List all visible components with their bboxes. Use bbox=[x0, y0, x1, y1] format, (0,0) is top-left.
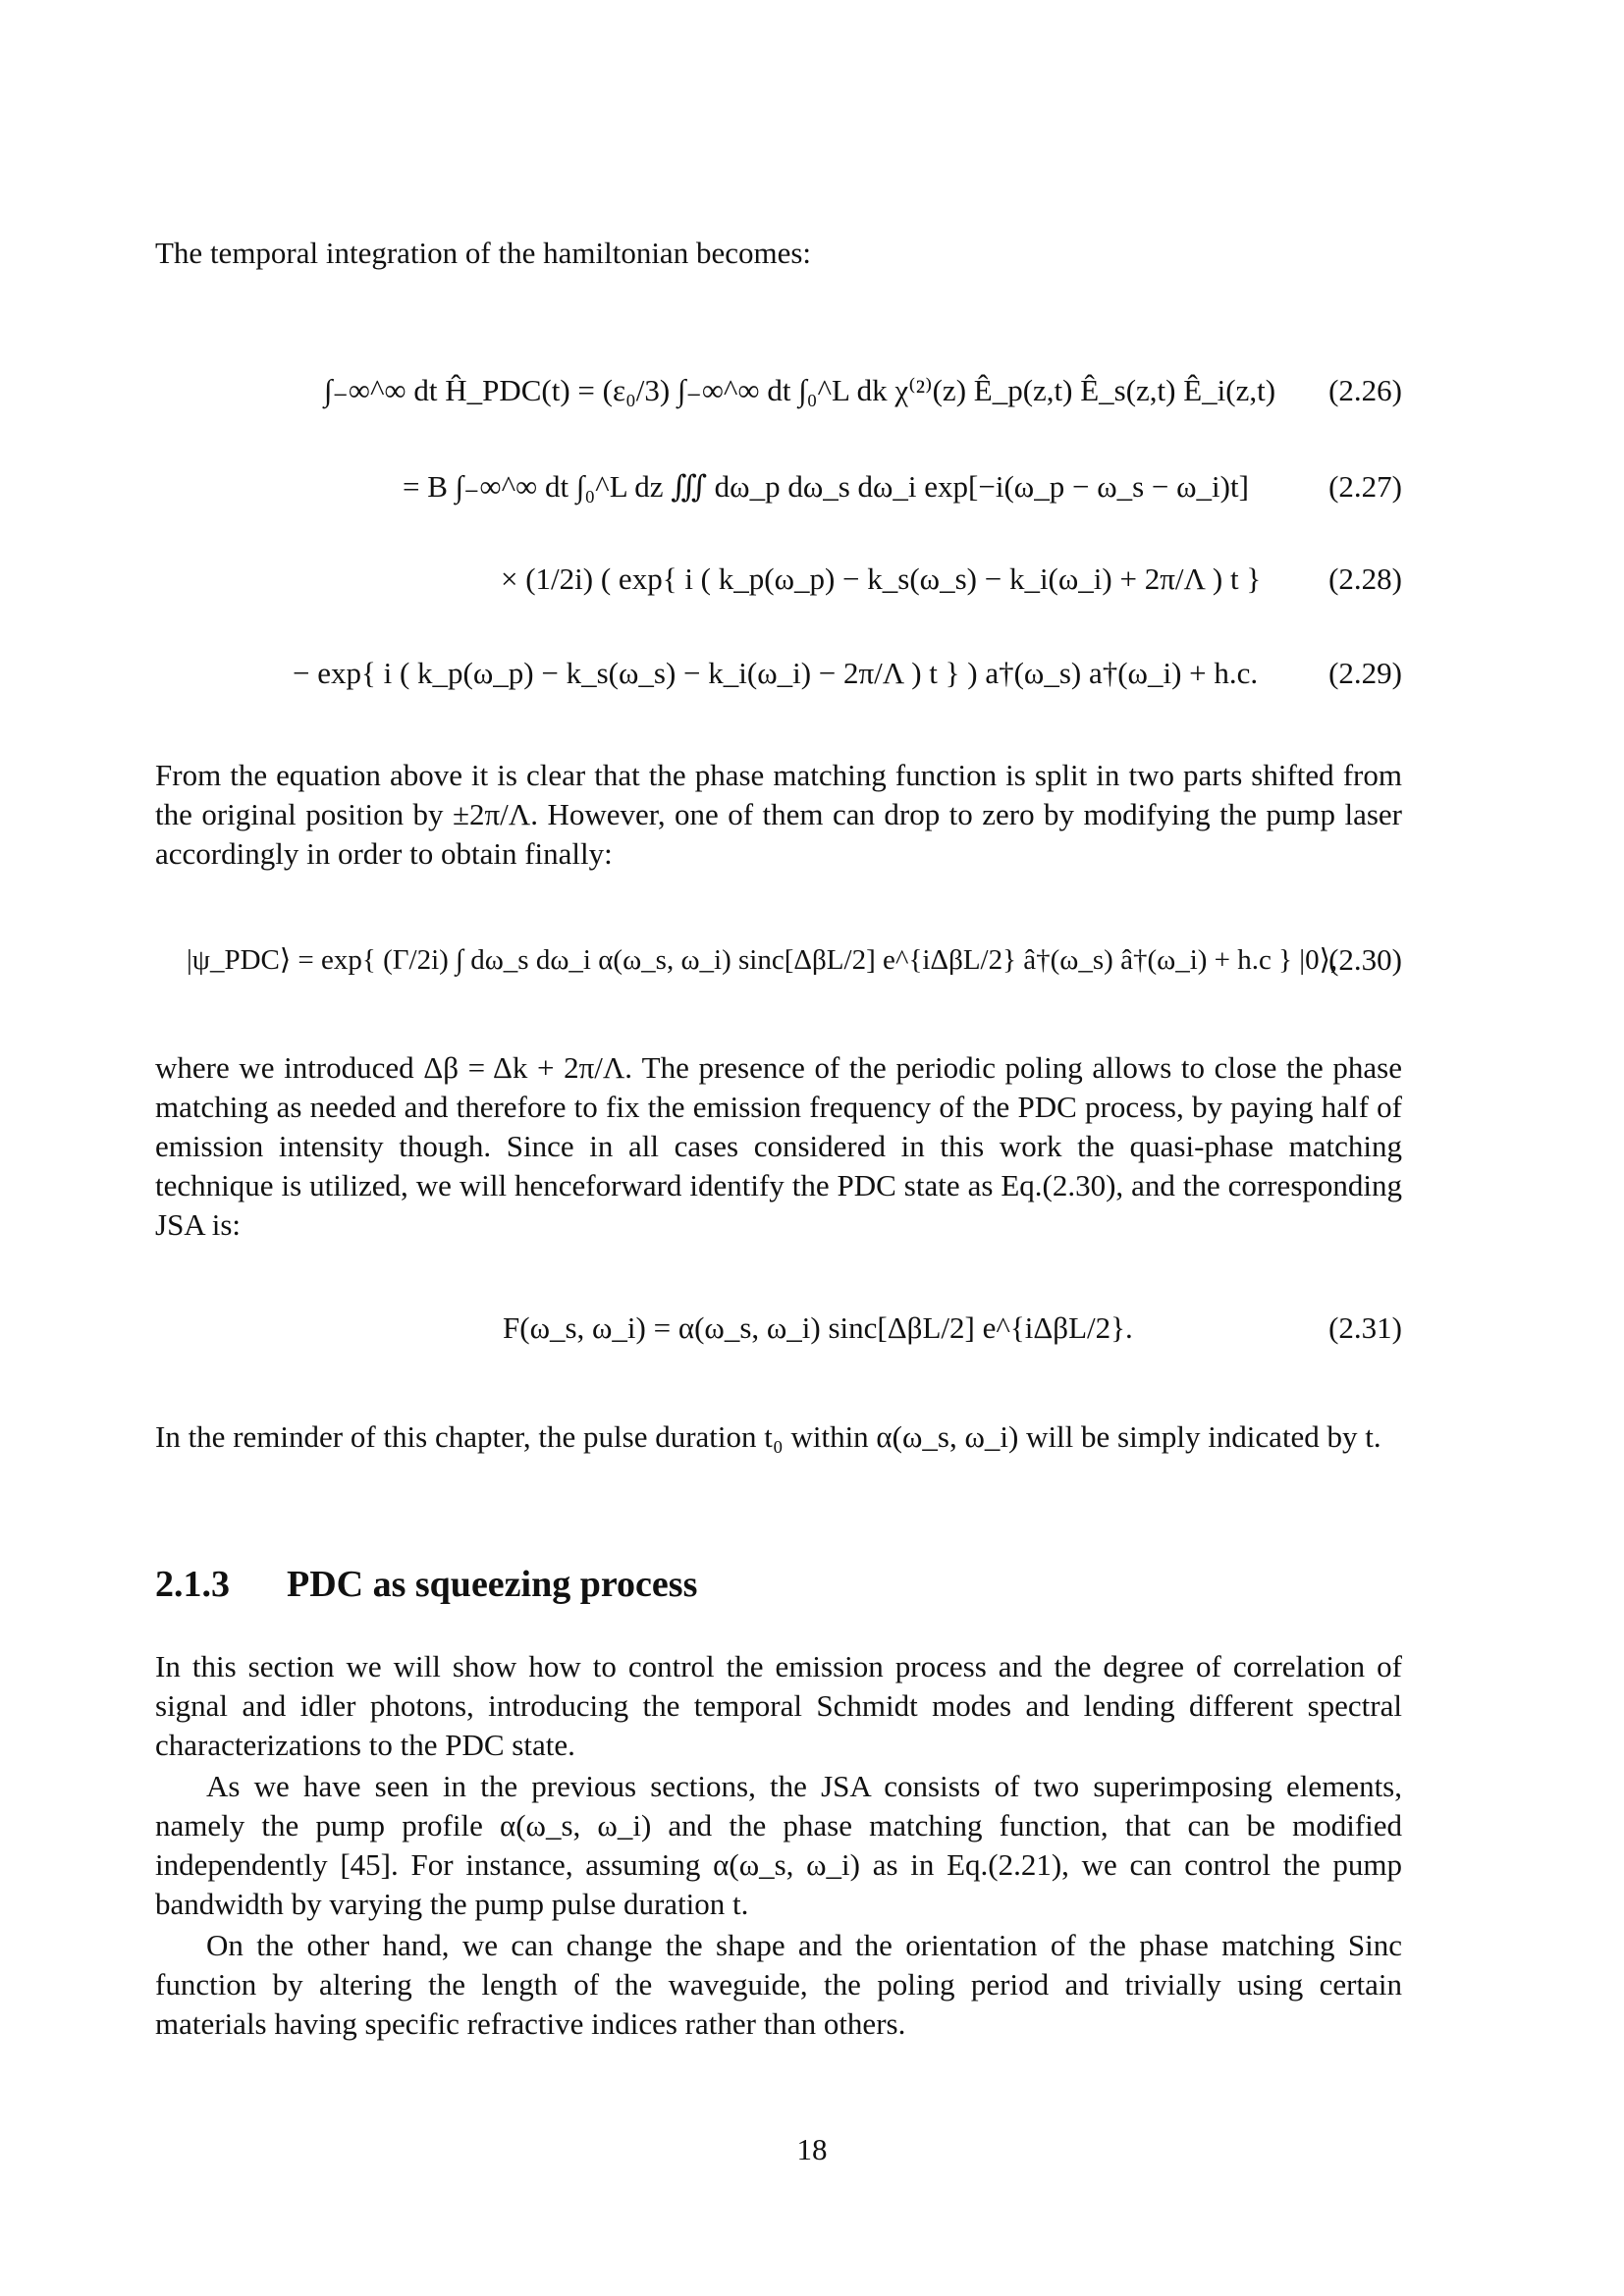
equation-number-2-30: (2.30) bbox=[1328, 942, 1402, 977]
section-number: 2.1.3 bbox=[155, 1564, 230, 1605]
equation-2-28: × (1/2i) ( exp{ i ( k_p(ω_p) − k_s(ω_s) − k_i(ω_i) + 2π/Λ ) t } bbox=[501, 561, 1262, 596]
paragraph-2: where we introduced Δβ = Δk + 2π/Λ. The presence of the periodic poling allows to close the phase matching as needed and therefore to fix the emission frequency of the PDC process, by paying half of emission intensity though. Since in all cases considered in this work the quasi-phase matching technique is utilized, we will henceforward identify the PDC state as Eq.(2.30), and the corresponding JSA is: bbox=[155, 1050, 1402, 1242]
equation-number-2-31: (2.31) bbox=[1328, 1310, 1402, 1345]
paragraph-3: In the reminder of this chapter, the pulse duration t₀ within α(ω_s, ω_i) will be simply indicated by t. bbox=[155, 1419, 1381, 1454]
equation-number-2-28: (2.28) bbox=[1328, 561, 1402, 596]
equation-2-30: |ψ_PDC⟩ = exp{ (Γ/2i) ∫ dω_s dω_i α(ω_s, ω_i) sinc[ΔβL/2] e^{iΔβL/2} â†(ω_s) â†(ω_i) + h.c } |0⟩, bbox=[187, 944, 1338, 976]
page-number: 18 bbox=[796, 2132, 828, 2166]
paragraph-4: In this section we will show how to control the emission process and the degree of correlation of signal and idler photons, introducing the temporal Schmidt modes and lending different spectral characterizations to the PDC state. bbox=[155, 1649, 1402, 1762]
paragraph-1: From the equation above it is clear that the phase matching function is split in two parts shifted from the original position by ±2π/Λ. However, one of them can drop to zero by modifying the pump laser accordingly in order to obtain finally: bbox=[155, 758, 1402, 871]
equation-2-31: F(ω_s, ω_i) = α(ω_s, ω_i) sinc[ΔβL/2] e^{iΔβL/2}. bbox=[503, 1310, 1133, 1345]
equation-2-29: − exp{ i ( k_p(ω_p) − k_s(ω_s) − k_i(ω_i) − 2π/Λ ) t } ) a†(ω_s) a†(ω_i) + h.c. bbox=[293, 656, 1259, 690]
equation-number-2-26: (2.26) bbox=[1328, 373, 1402, 407]
section-title: PDC as squeezing process bbox=[287, 1564, 698, 1605]
equation-2-27: = B ∫₋∞^∞ dt ∫₀^L dz ∭ dω_p dω_s dω_i exp[−i(ω_p − ω_s − ω_i)t] bbox=[403, 469, 1249, 504]
equation-2-26: ∫₋∞^∞ dt Ĥ_PDC(t) = (ε₀/3) ∫₋∞^∞ dt ∫₀^L dk χ⁽²⁾(z) Ê_p(z,t) Ê_s(z,t) Ê_i(z,t) bbox=[324, 373, 1276, 407]
equation-number-2-27: (2.27) bbox=[1328, 469, 1402, 504]
equation-number-2-29: (2.29) bbox=[1328, 656, 1402, 690]
paragraph-5: As we have seen in the previous sections, the JSA consists of two superimposing elements, namely the pump profile α(ω_s, ω_i) and the phase matching function, that can be modified independently [45]. For instance, assuming α(ω_s, ω_i) as in Eq.(2.21), we can control the pump bandwidth by varying the pump pulse duration t. bbox=[155, 1769, 1402, 1921]
paragraph-6: On the other hand, we can change the shape and the orientation of the phase matching Sinc function by altering the length of the waveguide, the poling period and trivially using certain materials having specific refractive indices rather than others. bbox=[155, 1928, 1402, 2041]
intro-text: The temporal integration of the hamiltonian becomes: bbox=[155, 236, 812, 270]
section-heading bbox=[155, 1563, 697, 1606]
